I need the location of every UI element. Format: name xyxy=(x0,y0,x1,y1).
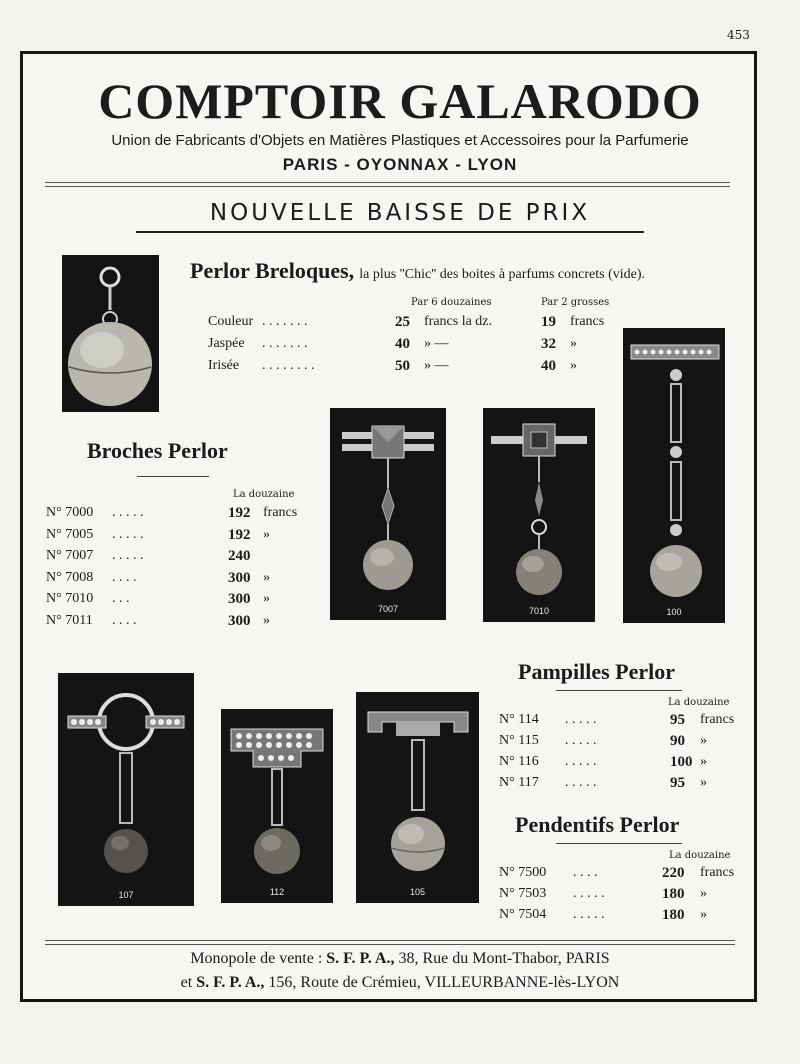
breloques-row-u2: » xyxy=(570,336,577,351)
header-divider xyxy=(45,182,730,187)
pendentifs-row-dots: . . . . . xyxy=(573,886,605,901)
breloques-row-dots: . . . . . . . xyxy=(262,314,308,329)
pampilles-row-dots: . . . . . xyxy=(565,775,597,790)
broches-row-dots: . . . . . xyxy=(112,548,144,563)
pampilles-row-num: N° 115 xyxy=(499,733,539,748)
company-cities: PARIS - OYONNAX - LYON xyxy=(282,155,518,174)
pendentifs-row-num: N° 7503 xyxy=(499,886,547,901)
pampille-112-illustration xyxy=(221,709,333,903)
photo-broche-100 xyxy=(623,328,725,623)
footer-line-2 xyxy=(0,974,800,992)
broches-row-price: 192 xyxy=(228,526,251,543)
breloques-col2-head: Par 2 grosses xyxy=(541,297,610,308)
photo-breloque xyxy=(62,255,159,412)
pampilles-row-price: 100 xyxy=(670,754,693,770)
pampilles-row-unit: » xyxy=(700,775,707,790)
footer-divider xyxy=(45,940,735,945)
photo-broche-7010 xyxy=(483,408,595,622)
breloques-row-p2: 40 xyxy=(541,358,556,374)
photo-label-100: 100 xyxy=(666,607,682,617)
footer-line2-company: S. F. P. A., xyxy=(196,974,265,991)
broches-row-price: 240 xyxy=(228,548,251,564)
breloques-heading xyxy=(190,258,645,284)
breloques-row-p1: 25 xyxy=(395,314,410,330)
broches-row-price: 300 xyxy=(228,569,251,586)
footer-line1-company: S. F. P. A., xyxy=(326,950,395,967)
photo-pendentif-105 xyxy=(356,692,479,903)
breloques-row-name: Irisée xyxy=(208,358,240,373)
footer-line-1 xyxy=(0,950,800,968)
footer-line1-prefix: Monopole de vente : xyxy=(190,950,327,967)
broche-7010-illustration xyxy=(483,408,595,622)
broches-row-dots: . . . xyxy=(112,591,130,606)
broches-row-unit: » xyxy=(263,612,270,628)
photo-pampille-112 xyxy=(221,709,333,903)
breloques-row-p2: 32 xyxy=(541,336,556,352)
pampille-107-illustration xyxy=(58,673,194,906)
pampilles-row-num: N° 116 xyxy=(499,754,539,769)
breloques-row-p1: 40 xyxy=(395,336,410,352)
photo-label-112: 112 xyxy=(269,887,285,897)
breloques-row-name: Couleur xyxy=(208,314,254,329)
footer-line2-address: 156, Route de Crémieu, VILLEURBANNE-lès-LYON xyxy=(264,974,620,991)
broches-row-num: N° 7008 xyxy=(46,569,94,585)
breloques-row-u1: » — xyxy=(424,358,449,373)
pendentifs-row-price: 180 xyxy=(662,907,685,923)
breloques-row-u2: » xyxy=(570,358,577,373)
broches-row-unit: francs xyxy=(263,505,298,520)
footer-line2-prefix: et xyxy=(180,974,197,991)
pendentifs-row-unit: » xyxy=(700,907,707,922)
breloques-row-p2: 19 xyxy=(541,314,556,330)
breloques-row-p1: 50 xyxy=(395,358,410,374)
broches-row-dots: . . . . . xyxy=(112,526,144,542)
breloque-illustration xyxy=(62,255,159,412)
breloques-tagline: la plus ''Chic'' des boites à parfums concrets (vide). xyxy=(359,267,646,282)
pampilles-row-unit: » xyxy=(700,754,707,769)
broches-unit-head: La douzaine xyxy=(233,489,295,500)
pampilles-row-num: N° 117 xyxy=(499,775,539,790)
promo-underline xyxy=(136,231,644,233)
pampilles-row-unit: francs xyxy=(700,712,735,727)
breloques-row-name: Jaspée xyxy=(208,336,245,351)
pampilles-unit-head: La douzaine xyxy=(668,697,730,708)
broches-row-num: N° 7005 xyxy=(46,526,94,542)
pendentifs-row-dots: . . . . xyxy=(573,865,598,880)
photo-label-7007: 7007 xyxy=(377,604,399,614)
pendentifs-unit-head: La douzaine xyxy=(669,850,731,861)
broches-row-num: N° 7007 xyxy=(46,548,94,563)
pendentifs-title: Pendentifs Perlor xyxy=(515,812,680,837)
company-subtitle: Union de Fabricants d'Objets en Matières Plastiques et Accessoires pour la Parfumerie xyxy=(111,132,689,149)
broche-100-illustration xyxy=(623,328,725,623)
broches-title: Broches Perlor xyxy=(87,438,228,463)
broches-row-num: N° 7011 xyxy=(46,612,93,628)
pendentifs-row-price: 180 xyxy=(662,886,685,902)
pendentifs-row-num: N° 7500 xyxy=(499,865,547,880)
photo-label-105: 105 xyxy=(409,887,426,897)
breloques-row-dots: . . . . . . . xyxy=(262,336,308,351)
broches-row-unit: » xyxy=(263,591,270,606)
pampilles-title: Pampilles Perlor xyxy=(518,659,676,684)
pampilles-row-price: 95 xyxy=(670,712,685,728)
photo-broche-7007 xyxy=(330,408,446,620)
broches-row-unit: » xyxy=(263,569,270,585)
pendentifs-row-price: 220 xyxy=(662,865,685,881)
breloques-title: Perlor Breloques, xyxy=(190,258,355,283)
pendentifs-row-dots: . . . . . xyxy=(573,907,605,922)
pampilles-row-dots: . . . . . xyxy=(565,712,597,727)
breloques-col1-head: Par 6 douzaines xyxy=(411,297,492,308)
page-number: 453 xyxy=(727,28,750,42)
photo-label-7010: 7010 xyxy=(528,606,550,616)
broches-row-num: N° 7000 xyxy=(46,505,94,520)
pendentifs-row-unit: » xyxy=(700,886,707,901)
broches-row-unit: » xyxy=(263,526,270,542)
broches-row-dots: . . . . xyxy=(112,569,137,585)
broches-row-dots: . . . . xyxy=(112,612,137,628)
broches-row-price: 192 xyxy=(228,505,251,521)
pampilles-row-num: N° 114 xyxy=(499,712,539,727)
broches-row-price: 300 xyxy=(228,612,251,629)
pampilles-row-dots: . . . . . xyxy=(565,754,597,769)
pendentifs-row-unit: francs xyxy=(700,865,735,880)
footer-line1-address: 38, Rue du Mont-Thabor, PARIS xyxy=(394,950,610,967)
pampilles-row-dots: . . . . . xyxy=(565,733,597,748)
breloques-row-dots: . . . . . . . . xyxy=(262,358,315,373)
pendentifs-row-num: N° 7504 xyxy=(499,907,547,922)
pampilles-row-price: 90 xyxy=(670,733,685,749)
breloques-row-u1: » — xyxy=(424,336,449,351)
promo-title: NOUVELLE BAISSE DE PRIX xyxy=(209,200,591,226)
photo-pampille-107 xyxy=(58,673,194,906)
breloques-row-u2: francs xyxy=(570,314,605,329)
breloques-row-u1: francs la dz. xyxy=(424,314,493,329)
broches-underline xyxy=(137,476,209,477)
company-title: COMPTOIR GALARODO xyxy=(98,73,702,129)
pendentif-105-illustration xyxy=(356,692,479,903)
broches-row-price: 300 xyxy=(228,591,251,607)
broches-row-dots: . . . . . xyxy=(112,505,144,520)
pampilles-underline xyxy=(556,690,682,691)
pampilles-row-unit: » xyxy=(700,733,707,748)
pendentifs-underline xyxy=(556,843,682,844)
photo-label-107: 107 xyxy=(118,890,134,900)
broche-7007-illustration xyxy=(330,408,446,620)
pampilles-row-price: 95 xyxy=(670,775,685,791)
broches-row-num: N° 7010 xyxy=(46,591,94,606)
